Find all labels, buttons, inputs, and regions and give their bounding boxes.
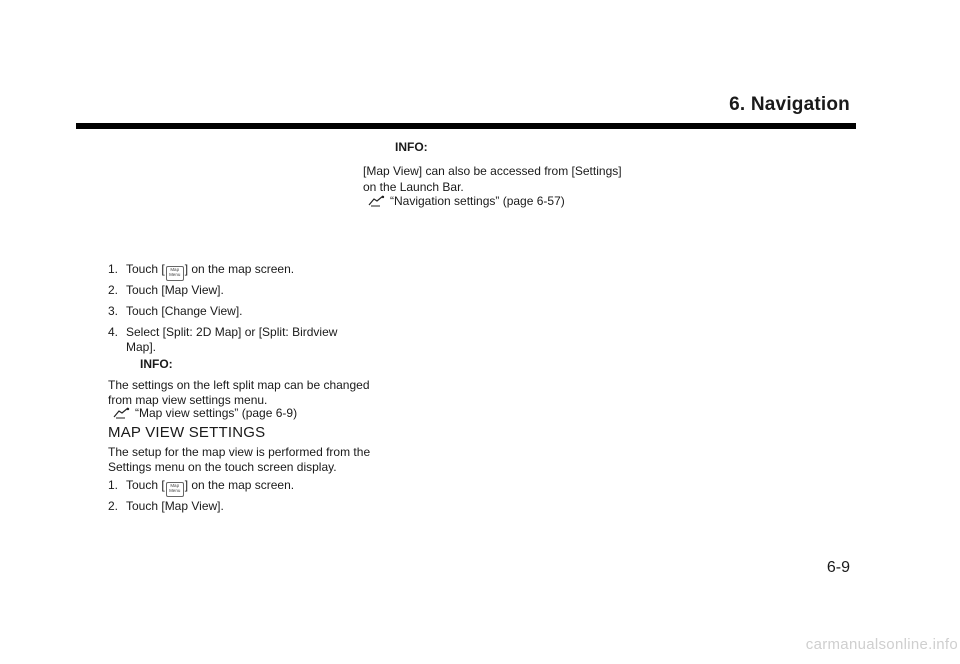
reference-text-right: “Navigation settings” (page 6-57) (390, 194, 565, 208)
step-4-line1: Select [Split: 2D Map] or [Split: Birdview (126, 325, 338, 339)
step-b1-after: ] on the map screen. (184, 478, 295, 492)
step-2 (108, 282, 224, 298)
info-text-left-line1: The settings on the left split map can be changed (108, 378, 370, 392)
step-b1 (108, 477, 294, 497)
header-rule (76, 123, 856, 129)
map-menu-button-icon: Map Menu (166, 266, 184, 281)
step-b2 (108, 498, 224, 514)
step-b1-before: Touch [ (126, 478, 165, 492)
step-3 (108, 303, 243, 319)
section-heading: MAP VIEW SETTINGS (108, 424, 266, 441)
step-2-text: Touch [Map View]. (126, 283, 224, 297)
step-4-number: 4. (108, 325, 119, 339)
info-label-left: INFO: (140, 357, 173, 371)
section-text-line2: Settings menu on the touch screen display. (108, 460, 337, 474)
step-3-text: Touch [Change View]. (126, 304, 243, 318)
step-1-number: 1. (108, 262, 119, 276)
info-text-left-line2: from map view settings menu. (108, 393, 268, 407)
map-menu-button-icon: Map Menu (166, 482, 184, 497)
watermark: carmanualsonline.info (805, 636, 958, 653)
step-b2-number: 2. (108, 499, 119, 513)
page-reference-icon (368, 195, 386, 207)
section-text-line1: The setup for the map view is performed from the (108, 445, 371, 459)
step-4-line2: Map]. (126, 340, 157, 354)
page-number: 6-9 (826, 559, 850, 576)
step-1-before: Touch [ (126, 262, 165, 276)
reference-link-right[interactable] (368, 193, 565, 209)
step-2-number: 2. (108, 283, 119, 297)
reference-text-left: “Map view settings” (page 6-9) (135, 406, 298, 420)
step-b1-number: 1. (108, 478, 119, 492)
step-1 (108, 261, 294, 281)
step-3-number: 3. (108, 304, 119, 318)
info-label-right: INFO: (395, 140, 428, 154)
page-reference-icon (113, 407, 131, 419)
info-text-right-line2: on the Launch Bar. (363, 180, 464, 194)
step-4 (108, 324, 337, 340)
info-text-right-line1: [Map View] can also be accessed from [Settings] (363, 164, 622, 178)
step-1-after: ] on the map screen. (184, 262, 295, 276)
reference-link-left[interactable] (113, 405, 297, 421)
chapter-title: 6. Navigation (729, 94, 850, 115)
step-b2-text: Touch [Map View]. (126, 499, 224, 513)
